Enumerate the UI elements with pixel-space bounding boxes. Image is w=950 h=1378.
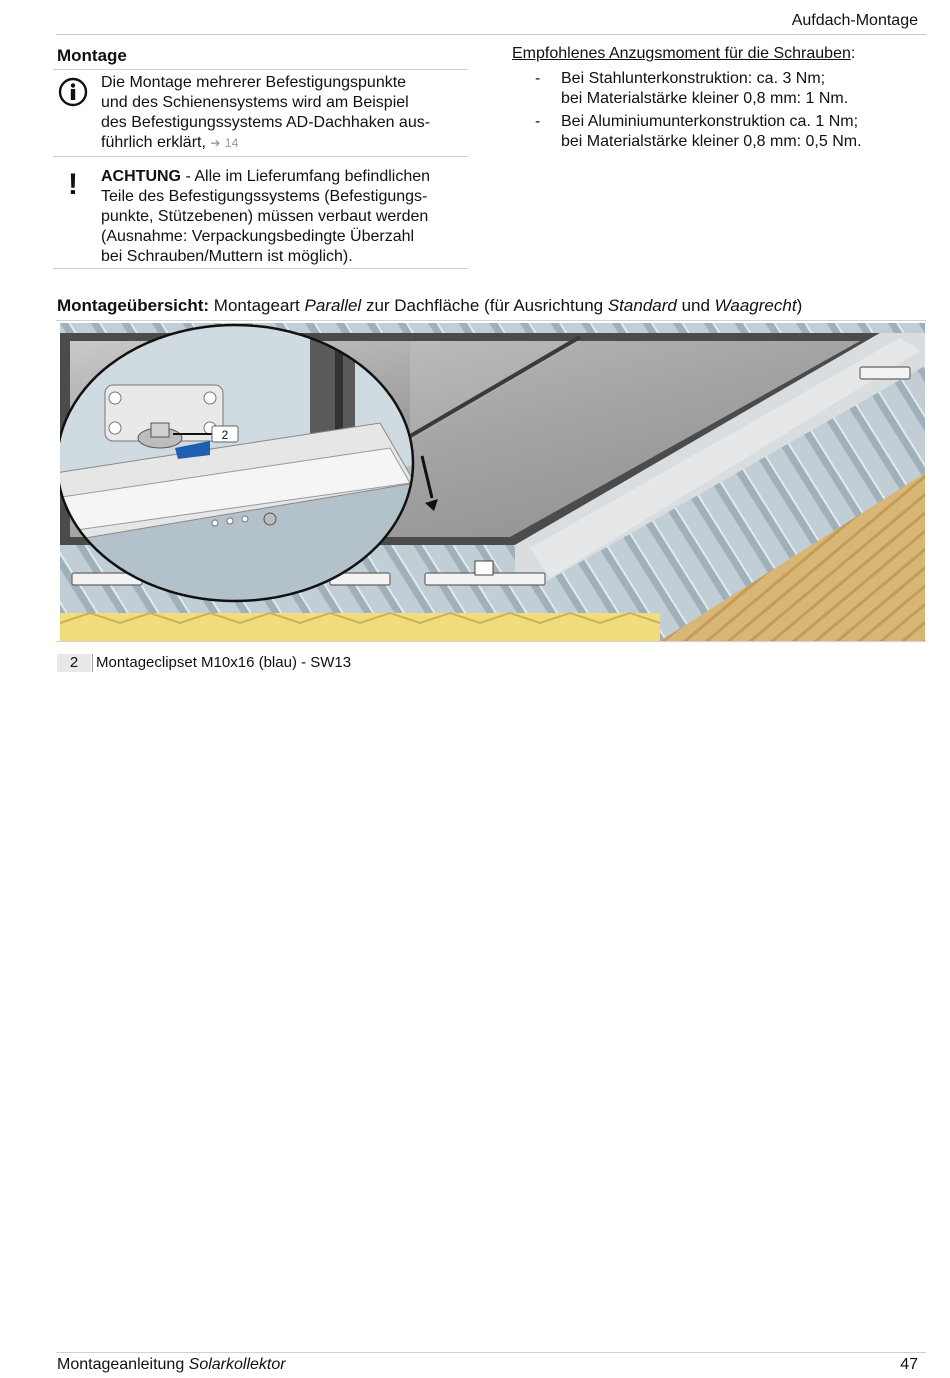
overview-caption: Montageübersicht: Montageart Parallel zur Dachfläche (für Ausrichtung Standard und Waagrecht) bbox=[57, 296, 803, 315]
torque-list bbox=[535, 69, 915, 155]
list-dash: - bbox=[535, 113, 541, 130]
legend-number: 2 bbox=[57, 654, 91, 672]
info-line: des Befestigungssystems AD-Dachhaken aus- bbox=[101, 114, 431, 131]
torque-item-steel: - Bei Stahlunterkonstruktion: ca. 3 Nm; bei Materialstärke kleiner 0,8 mm: 1 Nm. bbox=[535, 70, 849, 107]
mounting-overview-illustration bbox=[60, 323, 925, 641]
page-number: 47 bbox=[900, 1356, 918, 1373]
callout-label-2: 2 bbox=[221, 428, 229, 442]
warning-line: Teile des Befestigungssystems (Befestigungs- bbox=[101, 188, 428, 205]
warning-note bbox=[101, 167, 467, 267]
chapter-header: Aufdach-Montage bbox=[791, 12, 918, 29]
list-dash: - bbox=[535, 70, 541, 87]
warning-box-bottom-rule bbox=[53, 268, 468, 269]
header-rule bbox=[56, 34, 926, 35]
torque-heading: Empfohlenes Anzugsmoment für die Schrauben: bbox=[512, 45, 856, 62]
figure-bottom-rule bbox=[56, 641, 926, 642]
page-ref-arrow-icon: ➔ bbox=[210, 136, 221, 150]
warning-line-first: ACHTUNG - Alle im Lieferumfang befindlichen bbox=[101, 168, 431, 185]
warning-line: (Ausnahme: Verpackungsbedingte Überzahl bbox=[101, 228, 415, 245]
figure-top-rule bbox=[56, 320, 926, 321]
torque-item-aluminium: - Bei Aluminiumunterkonstruktion ca. 1 Nm; bei Materialstärke kleiner 0,8 mm: 0,5 Nm. bbox=[535, 113, 862, 150]
warning-icon: ! bbox=[68, 168, 78, 201]
info-box-top-rule bbox=[53, 69, 468, 70]
warning-label: ACHTUNG bbox=[101, 168, 181, 185]
footer-manual-title: Montageanleitung Solarkollektor bbox=[57, 1356, 286, 1373]
info-line: Die Montage mehrerer Befestigungspunkte bbox=[101, 74, 407, 91]
info-icon bbox=[58, 77, 88, 107]
info-note bbox=[101, 73, 467, 153]
warning-line: punkte, Stützebenen) müssen verbaut werden bbox=[101, 208, 429, 225]
info-box-divider bbox=[53, 156, 468, 157]
info-line: und des Schienensystems wird am Beispiel bbox=[101, 94, 409, 111]
legend-text: Montageclipset M10x16 (blau) - SW13 bbox=[96, 654, 352, 671]
warning-line: bei Schrauben/Muttern ist möglich). bbox=[101, 248, 353, 265]
section-title-montage: Montage bbox=[57, 46, 127, 65]
footer-rule bbox=[56, 1352, 926, 1353]
legend-separator bbox=[92, 654, 93, 672]
info-line-last: führlich erklärt, ➔ 14 bbox=[101, 134, 239, 151]
page-ref-link[interactable]: 14 bbox=[224, 136, 239, 150]
